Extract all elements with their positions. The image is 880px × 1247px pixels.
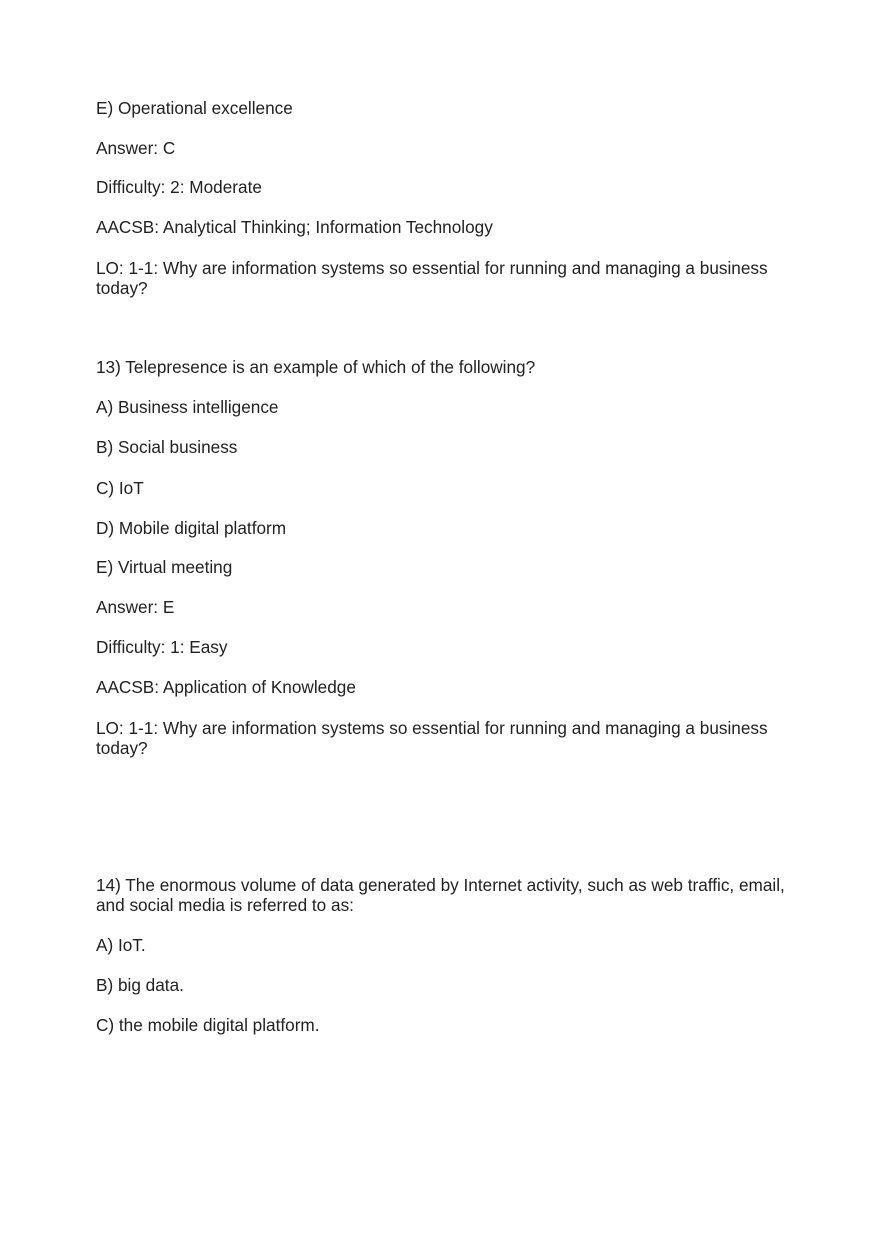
q12-answer: Answer: C [96,138,176,158]
q13-prompt: 13) Telepresence is an example of which of the following? [96,357,536,377]
q14-option-c: C) the mobile digital platform. [96,1015,320,1035]
q13-option-c: C) IoT [96,478,144,498]
q12-learning-objective: LO: 1-1: Why are information systems so essential for running and managing a business today? [96,258,768,298]
q13-option-b: B) Social business [96,437,238,457]
q13-option-e: E) Virtual meeting [96,557,233,577]
q14-option-a: A) IoT. [96,935,146,955]
q13-aacsb: AACSB: Application of Knowledge [96,677,356,697]
q12-option-e: E) Operational excellence [96,98,293,118]
q12-difficulty: Difficulty: 2: Moderate [96,177,262,197]
q12-aacsb: AACSB: Analytical Thinking; Information Technology [96,217,493,237]
q14-prompt: 14) The enormous volume of data generated by Internet activity, such as web traffic, email, and social media is referred to as: [96,875,785,915]
q13-learning-objective: LO: 1-1: Why are information systems so essential for running and managing a business today? [96,718,768,758]
q14-option-b: B) big data. [96,975,184,995]
q13-difficulty: Difficulty: 1: Easy [96,637,228,657]
q13-option-a: A) Business intelligence [96,397,279,417]
q13-option-d: D) Mobile digital platform [96,518,287,538]
q13-answer: Answer: E [96,597,175,617]
